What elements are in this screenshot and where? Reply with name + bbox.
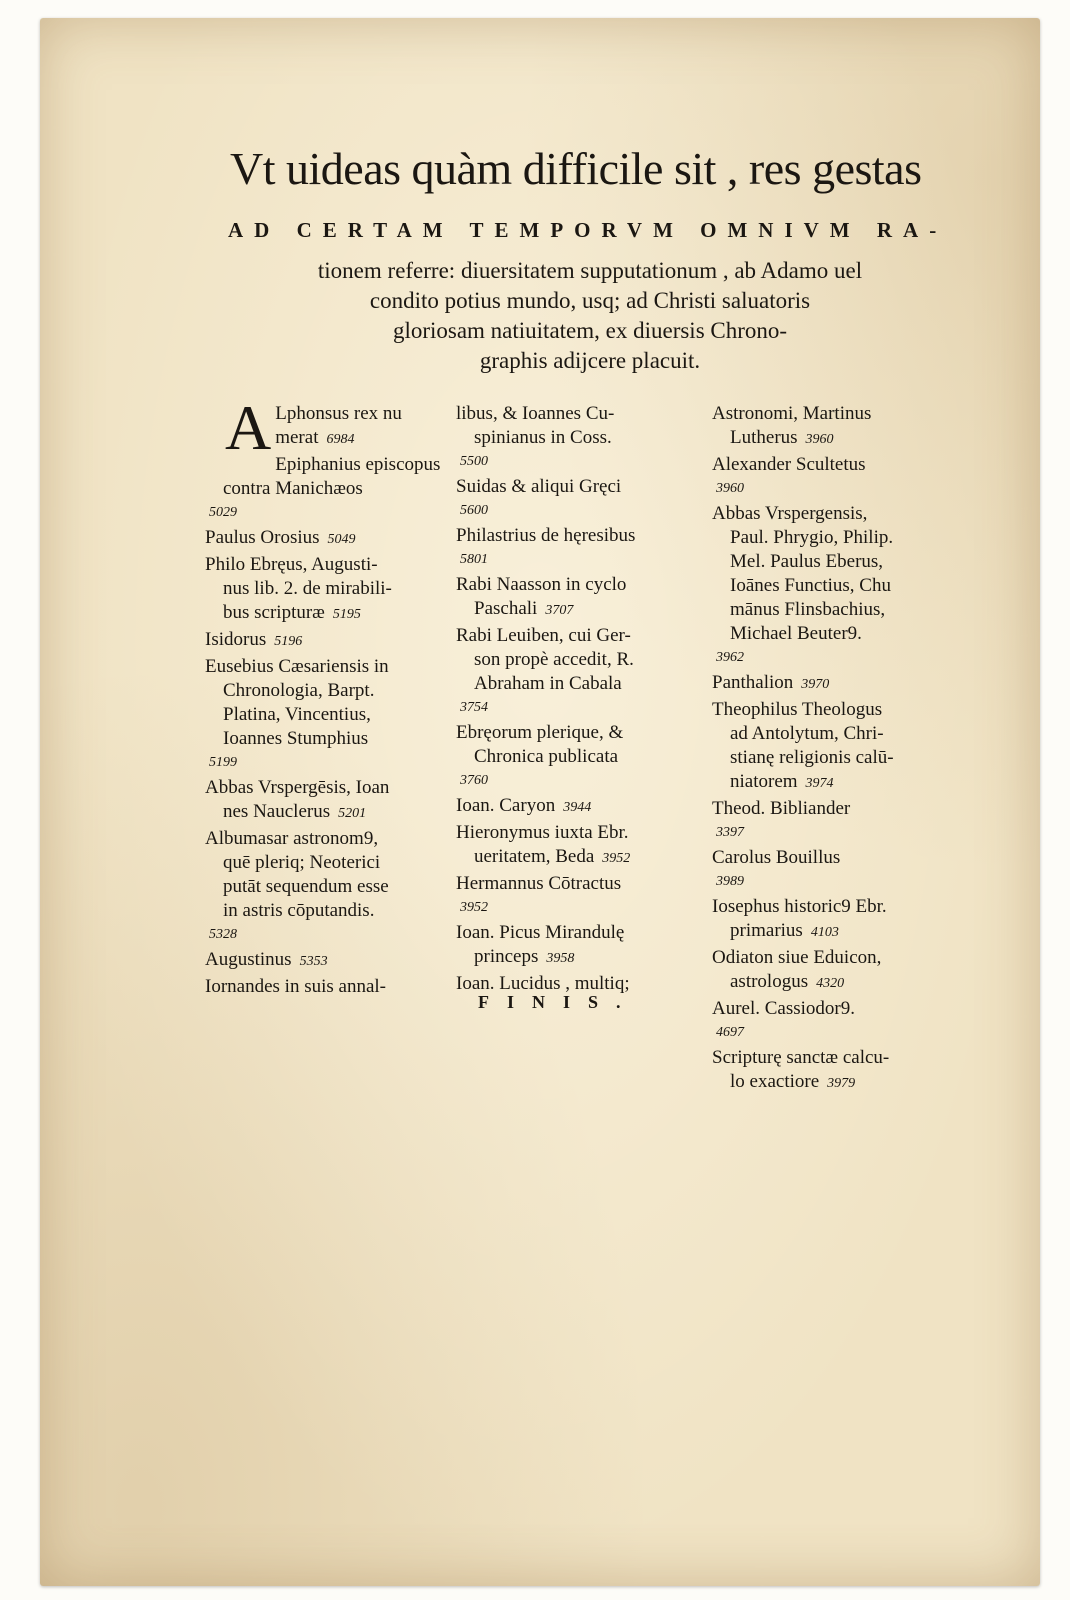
entry-text: son propè accedit, R. (474, 649, 634, 670)
column-2 (456, 402, 696, 997)
chronology-entry (712, 946, 952, 996)
entry-text: mānus Flinsbachius, (730, 599, 886, 620)
chronology-entry (712, 997, 952, 1045)
year-count: 5049 (327, 532, 356, 547)
entry-text: Paschali (474, 598, 538, 619)
year-count: 3754 (460, 700, 488, 715)
entry-line (205, 601, 445, 627)
chronology-entry (456, 624, 696, 720)
entry-text: astrologus (730, 971, 809, 992)
entry-text: Hermannus Cōtractus (456, 873, 622, 894)
entry-line (712, 997, 952, 1021)
entry-line (456, 794, 696, 820)
entry-text: Lphonsus rex nu (275, 403, 402, 424)
entry-text: primarius (730, 920, 803, 941)
entry-text: Lutherus (730, 427, 798, 448)
chronology-entry (712, 846, 952, 894)
entry-line (712, 698, 952, 722)
entry-line (456, 745, 696, 769)
entry-line (712, 574, 952, 598)
year-count: 4697 (716, 1025, 744, 1040)
chronology-entry (205, 776, 445, 826)
year-count: 3974 (805, 776, 834, 791)
entry-text: quē pleriq; Neoterici (223, 852, 381, 873)
column-1 (205, 392, 445, 1000)
entry-text: libus, & Ioannes Cu- (456, 403, 615, 424)
entry-line (205, 975, 445, 999)
chronology-entry (712, 895, 952, 945)
year-count: 3970 (801, 677, 830, 692)
year-count: 3760 (460, 773, 488, 788)
entry-text: lo exactiore (730, 1071, 820, 1092)
chronology-entry (712, 671, 952, 697)
entry-text: putāt sequendum esse (223, 876, 389, 897)
entry-line (712, 722, 952, 746)
entry-text: Scripturę sanctæ calcu- (712, 1047, 890, 1068)
entry-text: Isidorus (205, 629, 267, 650)
entry-text: Rabi Leuiben, cui Ger- (456, 625, 631, 646)
entry-line (456, 573, 696, 597)
drop-cap: A (225, 392, 272, 463)
chronology-entry (205, 553, 445, 627)
year-count: 4320 (816, 976, 845, 991)
entry-text: contra Manichæos (223, 478, 363, 499)
chronology-entry (712, 1046, 952, 1096)
entry-line (205, 577, 445, 601)
entry-text: Albumasar astronom9, (205, 828, 379, 849)
entry-line (712, 770, 952, 796)
entry-text: Carolus Bouillus (712, 847, 841, 868)
entry-text: in astris cōputandis. (223, 900, 375, 921)
entry-text: Chronica publicata (474, 746, 619, 767)
entry-text: Iosephus historic9 Ebr. (712, 896, 887, 917)
entry-text: Iornandes in suis annal- (205, 976, 386, 997)
entry-line (205, 948, 445, 974)
intro-line: condito potius mundo, usq; ad Christi saluatoris (369, 288, 811, 313)
entry-text: Philo Ebręus, Augusti- (205, 554, 378, 575)
chronology-entry (456, 794, 696, 820)
year-count: 3960 (805, 432, 834, 447)
chronology-entry (712, 797, 952, 845)
entry-line (205, 526, 445, 552)
entry-text: Panthalion (712, 672, 794, 693)
chronology-entry (205, 948, 445, 974)
entry-line (456, 426, 696, 450)
entry-line (712, 671, 952, 697)
entry-text: Philastrius de hęresibus (456, 525, 636, 546)
year-count: 6984 (326, 432, 355, 447)
entry-line (456, 648, 696, 672)
entry-text: Aurel. Cassiodor9. (712, 998, 856, 1019)
entry-text: Astronomi, Martinus (712, 403, 872, 424)
intro-line: gloriosam natiuitatem, ex diuersis Chrono- (392, 318, 788, 343)
chronology-entry (456, 921, 696, 971)
chronology-entry (205, 628, 445, 654)
entry-text: Ioannes Stumphius (223, 728, 369, 749)
year-count: 5196 (274, 634, 303, 649)
entry-text: Hieronymus iuxta Ebr. (456, 822, 629, 843)
entry-line (205, 727, 445, 751)
year-count: 5328 (209, 927, 237, 942)
entry-line (712, 502, 952, 526)
entry-line (456, 845, 696, 871)
entry-text: Mel. Paulus Eberus, (730, 551, 884, 572)
entry-line (712, 426, 952, 452)
entry-text: Abraham in Cabala (474, 673, 622, 694)
entry-text: merat (275, 427, 319, 448)
year-count: 3979 (827, 1076, 856, 1091)
entry-text: Michael Beuter9. (730, 623, 862, 644)
entry-line (205, 776, 445, 800)
year-count: 5600 (460, 503, 488, 518)
entry-line (712, 526, 952, 550)
entry-text: Theod. Bibliander (712, 798, 851, 819)
chronology-entry (456, 402, 696, 474)
entry-text: Epiphanius episcopus (275, 454, 441, 475)
entry-text: nus lib. 2. de mirabili- (223, 578, 392, 599)
entry-text: Ioan. Lucidus , multiq; (456, 973, 630, 994)
entry-line (205, 477, 445, 501)
finis-mark: FINIS. (478, 992, 639, 1012)
entry-text: Ioānes Functius, Chu (730, 575, 891, 596)
entry-line (205, 679, 445, 703)
year-count: 5195 (332, 607, 361, 622)
year-count: 5801 (460, 552, 488, 567)
year-count: 3952 (602, 851, 631, 866)
entry-line (712, 970, 952, 996)
entry-line (712, 919, 952, 945)
entry-line (712, 746, 952, 770)
entry-text: princeps (474, 946, 539, 967)
entry-line (712, 895, 952, 919)
chronology-entry (456, 872, 696, 920)
entry-line (456, 672, 696, 696)
entry-line (205, 553, 445, 577)
chronology-entry (712, 502, 952, 670)
entry-line (712, 1070, 952, 1096)
entry-line (712, 1046, 952, 1070)
year-count: 5353 (299, 954, 328, 969)
entry-text: bus scripturæ (223, 602, 325, 623)
entry-text: Chronologia, Barpt. (223, 680, 375, 701)
entry-text: nes Nauclerus (223, 801, 331, 822)
year-count: 3944 (563, 800, 592, 815)
entry-line (456, 821, 696, 845)
entry-line (712, 550, 952, 574)
entry-line (205, 827, 445, 851)
entry-line (456, 402, 696, 426)
entry-line (205, 899, 445, 923)
entry-line (712, 797, 952, 821)
entry-line (456, 945, 696, 971)
year-count: 3958 (546, 951, 575, 966)
entry-text: Paulus Orosius (205, 527, 320, 548)
entry-line (205, 875, 445, 899)
entry-line (456, 597, 696, 623)
chronology-entry (456, 821, 696, 871)
year-count: 5029 (209, 505, 237, 520)
entry-text: Ioan. Caryon (456, 795, 556, 816)
year-count: 3707 (545, 603, 574, 618)
year-count: 4103 (810, 925, 839, 940)
entry-text: Rabi Naasson in cyclo (456, 574, 627, 595)
chronology-entry (712, 402, 952, 452)
entry-line (456, 872, 696, 896)
entry-line (712, 598, 952, 622)
entry-line (205, 800, 445, 826)
column-3 (712, 402, 952, 1097)
entry-line (205, 703, 445, 727)
chronology-entry (205, 453, 445, 525)
entry-line (712, 946, 952, 970)
entry-text: Ioan. Picus Mirandulę (456, 922, 625, 943)
entry-text: Platina, Vincentius, (223, 704, 371, 725)
entry-text: Eusebius Cæsariensis in (205, 656, 389, 677)
entry-line (205, 655, 445, 679)
chronology-entry (205, 526, 445, 552)
chronology-entry (712, 698, 952, 796)
entry-line (205, 628, 445, 654)
intro-paragraph (230, 256, 950, 376)
page-subtitle: AD CERTAM TEMPORVM OMNIVM RA- (228, 218, 948, 242)
intro-line: graphis adijcere placuit. (479, 348, 701, 373)
entry-line (205, 851, 445, 875)
entry-line (456, 921, 696, 945)
entry-text: Odiaton siue Eduicon, (712, 947, 882, 968)
entry-text: Abbas Vrspergēsis, Ioan (205, 777, 390, 798)
year-count: 3952 (460, 900, 488, 915)
year-count: 5199 (209, 755, 237, 770)
entry-line (456, 721, 696, 745)
entry-text: spinianus in Coss. (474, 427, 612, 448)
chronology-entry (205, 827, 445, 947)
entry-line (456, 624, 696, 648)
entry-text: ueritatem, Beda (474, 846, 595, 867)
chronology-entry (456, 573, 696, 623)
entry-text: Augustinus (205, 949, 292, 970)
entry-text: Suidas & aliqui Gręci (456, 476, 622, 497)
chronology-entry (712, 453, 952, 501)
entry-line (712, 453, 952, 477)
year-count: 3989 (716, 874, 744, 889)
entry-line (456, 524, 696, 548)
chronology-entry (205, 655, 445, 775)
entry-line (712, 402, 952, 426)
year-count: 5201 (338, 806, 367, 821)
entry-line (456, 475, 696, 499)
entry-text: Theophilus Theologus (712, 699, 883, 720)
chronology-entry (456, 524, 696, 572)
entry-text: Alexander Scultetus (712, 454, 866, 475)
year-count: 3397 (716, 825, 744, 840)
entry-text: niatorem (730, 771, 798, 792)
year-count: 3960 (716, 481, 744, 496)
entry-line (712, 846, 952, 870)
chronology-entry (456, 475, 696, 523)
entry-text: ad Antolytum, Chri- (730, 723, 884, 744)
chronology-entry (205, 975, 445, 999)
page-title: Vt uideas quàm difficile sit , res gestas (230, 143, 922, 194)
chronology-entry (205, 392, 445, 463)
year-count: 5500 (460, 454, 488, 469)
entry-text: Paul. Phrygio, Philip. (730, 527, 894, 548)
entry-line (712, 622, 952, 646)
year-count: 3962 (716, 650, 744, 665)
entry-text: Abbas Vrspergensis, (712, 503, 868, 524)
entry-text: stianę religionis calū- (730, 747, 894, 768)
chronology-entry (456, 721, 696, 793)
entry-text: Ebręorum plerique, & (456, 722, 624, 743)
intro-line: tionem referre: diuersitatem supputationum , ab Adamo uel (317, 258, 863, 283)
